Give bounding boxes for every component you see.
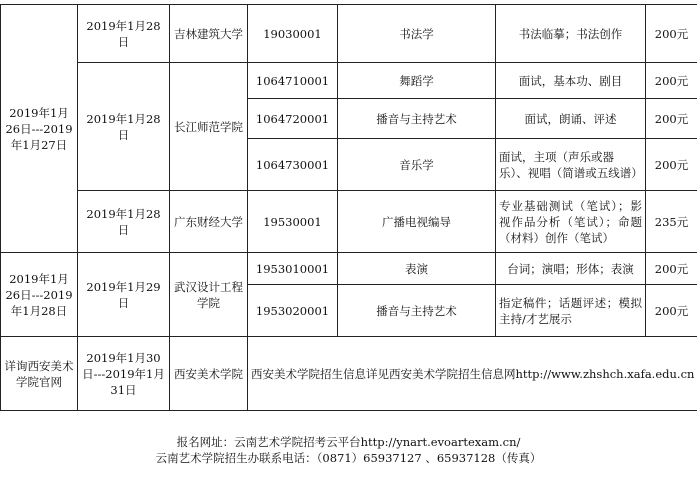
exam-fee: 200元 [646,63,697,99]
exam-content: 书法临摹；书法创作 [496,5,646,63]
major-name: 播音与主持艺术 [338,99,496,139]
exam-fee: 200元 [646,139,697,191]
exam-fee: 200元 [646,5,697,63]
exam-content: 台词；演唱；形体；表演 [496,253,646,285]
exam-date: 2019年1月28日 [78,191,170,253]
table-row [1,191,697,253]
table-row [1,253,697,285]
contact-phone: 云南艺术学院招生办联系电话：（0871）65937127 、65937128（传真） [155,451,542,465]
exam-fee: 200元 [646,253,697,285]
major-name: 书法学 [338,5,496,63]
school-name: 吉林建筑大学 [170,5,248,63]
exam-content: 专业基础测试（笔试）；影视作品分析（笔试）；命题（材料）创作（笔试） [496,191,646,253]
exam-fee: 200元 [646,285,697,337]
exam-date-range: 2019年1月26日---2019年1月27日 [1,5,78,253]
major-code: 1953020001 [248,285,338,337]
exam-schedule-table [0,4,697,411]
exam-fee: 235元 [646,191,697,253]
registration-website: 报名网址：云南艺术学院招考云平台http://ynart.evoartexam.cn/ [176,435,521,449]
school-name: 长江师范学院 [170,63,248,191]
school-name: 广东财经大学 [170,191,248,253]
school-note: 西安美术学院招生信息详见西安美术学院招生信息网http://www.zhshch.xafa.edu.cn [248,337,697,411]
table-row [1,63,697,99]
major-code: 1064710001 [248,63,338,99]
major-name: 舞蹈学 [338,63,496,99]
exam-date: 2019年1月28日 [78,63,170,191]
major-code: 1064730001 [248,139,338,191]
major-code: 19530001 [248,191,338,253]
exam-content: 面试，主项（声乐或器乐）、视唱（简谱或五线谱） [496,139,646,191]
school-name: 西安美术学院 [170,337,248,411]
table-row [1,337,697,411]
exam-date-range: 详询西安美术学院官网 [1,337,78,411]
exam-date: 2019年1月28日 [78,5,170,63]
exam-fee: 200元 [646,99,697,139]
exam-content: 指定稿件；话题评述；模拟主持/才艺展示 [496,285,646,337]
table-row [1,5,697,63]
major-code: 1064720001 [248,99,338,139]
major-name: 表演 [338,253,496,285]
exam-content: 面试，朗诵、评述 [496,99,646,139]
major-name: 广播电视编导 [338,191,496,253]
exam-date: 2019年1月30日---2019年1月31日 [78,337,170,411]
major-code: 19030001 [248,5,338,63]
major-code: 1953010001 [248,253,338,285]
major-name: 音乐学 [338,139,496,191]
footer [0,434,697,466]
major-name: 播音与主持艺术 [338,285,496,337]
exam-date: 2019年1月29日 [78,253,170,337]
exam-content: 面试，基本功、剧目 [496,63,646,99]
school-name: 武汉设计工程学院 [170,253,248,337]
exam-date-range: 2019年1月26日---2019年1月28日 [1,253,78,337]
